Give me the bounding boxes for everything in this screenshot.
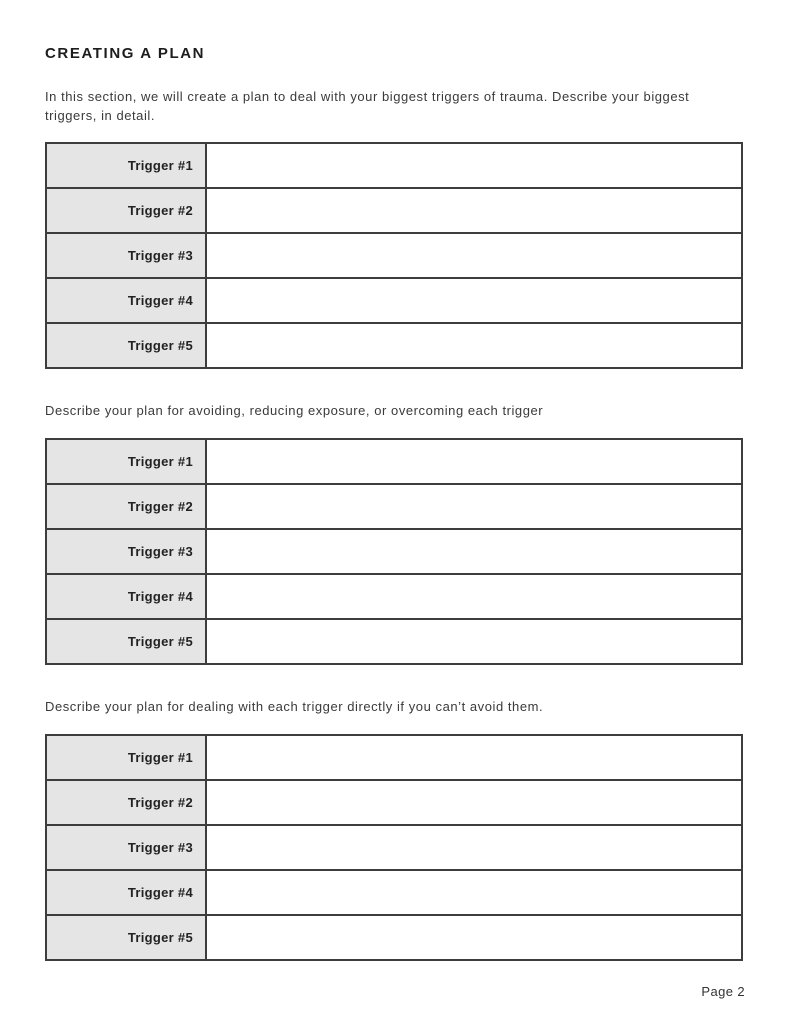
table-row bbox=[46, 143, 742, 188]
table-row bbox=[46, 278, 742, 323]
trigger-label: Trigger #1 bbox=[46, 439, 206, 484]
trigger-label: Trigger #1 bbox=[46, 735, 206, 780]
trigger-label: Trigger #3 bbox=[46, 825, 206, 870]
table-row bbox=[46, 825, 742, 870]
table-row bbox=[46, 439, 742, 484]
trigger-label: Trigger #3 bbox=[46, 529, 206, 574]
table-row bbox=[46, 619, 742, 664]
table-row bbox=[46, 735, 742, 780]
trigger-label: Trigger #2 bbox=[46, 484, 206, 529]
intro-text: In this section, we will create a plan to deal with your biggest triggers of trauma. Describe your biggest triggers, in detail. bbox=[45, 89, 690, 123]
answer-cell bbox=[206, 323, 742, 368]
section-prompt-dealing: Describe your plan for dealing with each trigger directly if you can’t avoid them. bbox=[45, 699, 544, 714]
trigger-label: Trigger #4 bbox=[46, 574, 206, 619]
triggers-table-avoiding bbox=[45, 438, 743, 665]
answer-cell bbox=[206, 484, 742, 529]
table-row bbox=[46, 915, 742, 960]
answer-cell bbox=[206, 735, 742, 780]
answer-cell bbox=[206, 278, 742, 323]
triggers-table-biggest bbox=[45, 142, 743, 369]
answer-cell bbox=[206, 870, 742, 915]
table-row bbox=[46, 870, 742, 915]
answer-cell bbox=[206, 915, 742, 960]
answer-cell bbox=[206, 439, 742, 484]
table-row bbox=[46, 484, 742, 529]
page-number: Page 2 bbox=[701, 984, 745, 999]
answer-cell bbox=[206, 825, 742, 870]
table-row bbox=[46, 323, 742, 368]
answer-cell bbox=[206, 574, 742, 619]
table-row bbox=[46, 233, 742, 278]
trigger-label: Trigger #4 bbox=[46, 870, 206, 915]
trigger-label: Trigger #2 bbox=[46, 780, 206, 825]
trigger-label: Trigger #2 bbox=[46, 188, 206, 233]
answer-cell bbox=[206, 619, 742, 664]
trigger-label: Trigger #4 bbox=[46, 278, 206, 323]
trigger-label: Trigger #5 bbox=[46, 915, 206, 960]
triggers-table-dealing bbox=[45, 734, 743, 961]
table-row bbox=[46, 574, 742, 619]
answer-cell bbox=[206, 233, 742, 278]
table-row bbox=[46, 529, 742, 574]
answer-cell bbox=[206, 143, 742, 188]
answer-cell bbox=[206, 188, 742, 233]
answer-cell bbox=[206, 780, 742, 825]
trigger-label: Trigger #5 bbox=[46, 323, 206, 368]
section-prompt-avoiding: Describe your plan for avoiding, reducing exposure, or overcoming each trigger bbox=[45, 403, 544, 418]
table-row bbox=[46, 780, 742, 825]
table-row bbox=[46, 188, 742, 233]
page-title: CREATING A PLAN bbox=[45, 45, 206, 62]
trigger-label: Trigger #5 bbox=[46, 619, 206, 664]
trigger-label: Trigger #1 bbox=[46, 143, 206, 188]
answer-cell bbox=[206, 529, 742, 574]
trigger-label: Trigger #3 bbox=[46, 233, 206, 278]
